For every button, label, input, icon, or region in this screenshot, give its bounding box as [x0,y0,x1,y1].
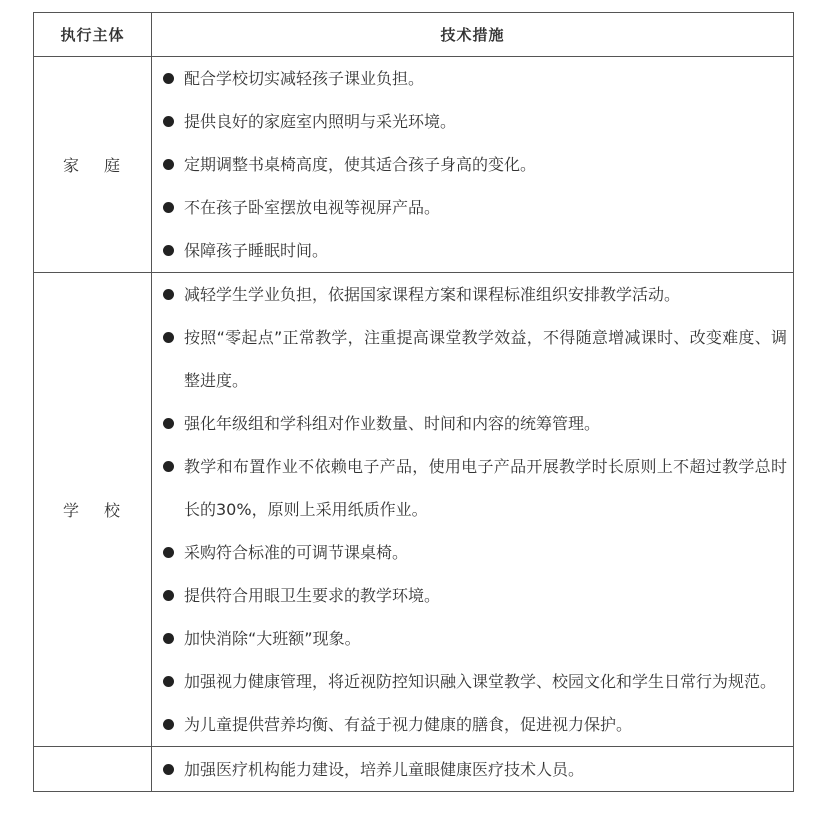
bullet-icon [163,633,174,644]
measure-item [152,445,793,531]
measure-text: 教学和布置作业不依赖电子产品，使用电子产品开展教学时长原则上不超过教学总时长的30%，原则上采用纸质作业。 [184,457,787,519]
measure-text: 强化年级组和学科组对作业数量、时间和内容的统筹管理。 [184,414,601,433]
measure-text: 配合学校切实减轻孩子课业负担。 [184,69,425,88]
header-subject: 执行主体 [34,13,152,57]
bullet-icon [163,764,174,775]
measure-text: 为儿童提供营养均衡、有益于视力健康的膳食，促进视力保护。 [184,715,633,734]
bullet-icon [163,547,174,558]
measure-text: 不在孩子卧室摆放电视等视屏产品。 [184,198,441,217]
bullet-icon [163,245,174,256]
header-measures: 技术措施 [152,13,794,57]
bullet-icon [163,332,174,343]
measure-item [152,703,793,746]
measure-item [152,57,793,100]
measure-text: 定期调整书桌椅高度，使其适合孩子身高的变化。 [184,155,537,174]
measure-text: 保障孩子睡眠时间。 [184,241,329,260]
measure-text: 提供良好的家庭室内照明与采光环境。 [184,112,457,131]
measure-text: 按照“零起点”正常教学，注重提高课堂教学效益，不得随意增减课时、改变难度、调整进度。 [184,328,787,390]
measure-item [152,617,793,660]
subject-cell [34,747,152,792]
bullet-icon [163,418,174,429]
table-row-medical [34,747,794,792]
bullet-icon [163,676,174,687]
bullet-icon [163,461,174,472]
table-header-row [34,13,794,57]
measure-text: 采购符合标准的可调节课桌椅。 [184,543,409,562]
measures-cell [152,57,794,273]
measure-item [152,574,793,617]
measure-list [152,748,793,791]
measure-item [152,100,793,143]
measures-table [33,12,794,792]
measure-text: 加快消除“大班额”现象。 [184,629,361,648]
measures-cell [152,747,794,792]
subject-cell: 学 校 [34,273,152,747]
measure-text: 提供符合用眼卫生要求的教学环境。 [184,586,441,605]
measure-list [152,57,793,272]
bullet-icon [163,719,174,730]
measure-item [152,660,793,703]
bullet-icon [163,116,174,127]
measure-item [152,273,793,316]
table-row-family [34,57,794,273]
measure-item [152,229,793,272]
measure-item [152,748,793,791]
measure-item [152,316,793,402]
measures-cell [152,273,794,747]
subject-cell: 家 庭 [34,57,152,273]
measure-text: 加强视力健康管理，将近视防控知识融入课堂教学、校园文化和学生日常行为规范。 [184,672,777,691]
bullet-icon [163,73,174,84]
table-row-school [34,273,794,747]
measure-text: 加强医疗机构能力建设，培养儿童眼健康医疗技术人员。 [184,759,585,779]
measure-item [152,186,793,229]
measure-text: 减轻学生学业负担，依据国家课程方案和课程标准组织安排教学活动。 [184,285,681,304]
bullet-icon [163,202,174,213]
measure-item [152,531,793,574]
measure-item [152,143,793,186]
measure-item [152,402,793,445]
bullet-icon [163,289,174,300]
bullet-icon [163,590,174,601]
bullet-icon [163,159,174,170]
measure-list [152,273,793,746]
